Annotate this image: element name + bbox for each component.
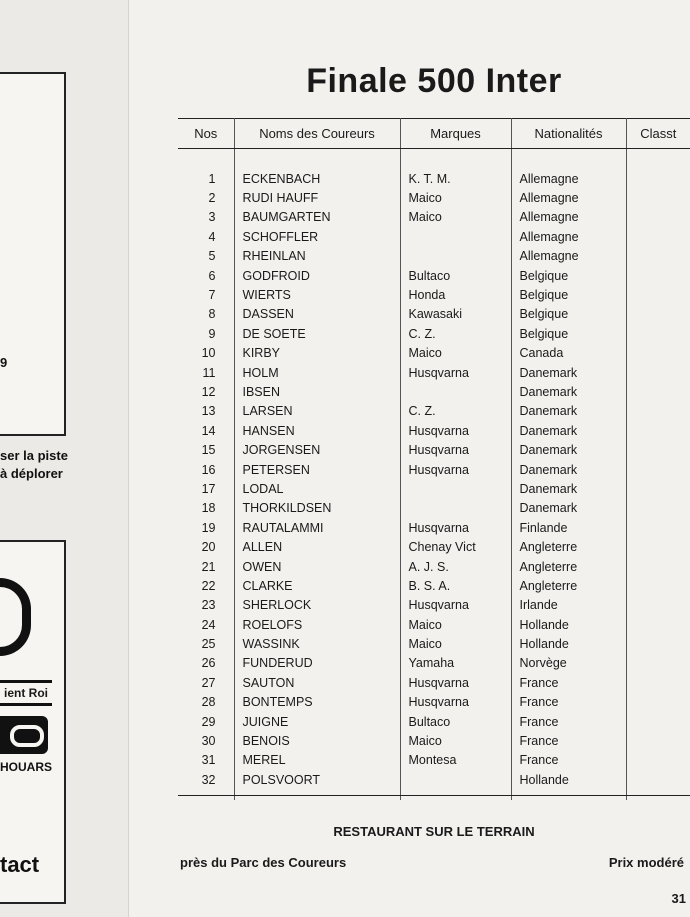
rider-brand: Husqvarna — [400, 421, 511, 440]
rider-name: WIERTS — [234, 285, 400, 304]
rider-name: SCHOFFLER — [234, 227, 400, 246]
rider-brand: Husqvarna — [400, 460, 511, 479]
rider-nationality: Danemark — [511, 363, 626, 382]
table-row — [178, 305, 690, 324]
rider-classification — [626, 363, 690, 382]
rider-nationality: Hollande — [511, 770, 626, 789]
facing-page-number: 9 — [0, 355, 8, 370]
rider-number: 25 — [178, 634, 234, 653]
rider-name: POLSVOORT — [234, 770, 400, 789]
rider-nationality: Allemagne — [511, 227, 626, 246]
facing-page-city: HOUARS — [0, 760, 53, 774]
rider-brand: Husqvarna — [400, 673, 511, 692]
rider-number: 12 — [178, 382, 234, 401]
table-row — [178, 440, 690, 459]
rider-name: RHEINLAN — [234, 247, 400, 266]
rider-number: 7 — [178, 285, 234, 304]
rider-number: 17 — [178, 479, 234, 498]
rider-classification — [626, 537, 690, 556]
rider-name: SHERLOCK — [234, 596, 400, 615]
rider-classification — [626, 731, 690, 750]
rider-name: LODAL — [234, 479, 400, 498]
rider-classification — [626, 615, 690, 634]
rider-brand — [400, 499, 511, 518]
rider-brand — [400, 382, 511, 401]
rider-brand: Maico — [400, 731, 511, 750]
rider-classification — [626, 518, 690, 537]
rider-number: 24 — [178, 615, 234, 634]
rider-number: 3 — [178, 208, 234, 227]
rider-name: RAUTALAMMI — [234, 518, 400, 537]
rider-classification — [626, 324, 690, 343]
rider-nationality: Angleterre — [511, 537, 626, 556]
rider-number: 2 — [178, 188, 234, 207]
rider-name: BENOIS — [234, 731, 400, 750]
rider-classification — [626, 460, 690, 479]
rider-name: JORGENSEN — [234, 440, 400, 459]
rider-name: MEREL — [234, 751, 400, 770]
rider-nationality: Danemark — [511, 421, 626, 440]
rider-nationality: Allemagne — [511, 188, 626, 207]
table-row — [178, 363, 690, 382]
rider-brand: Kawasaki — [400, 305, 511, 324]
rider-brand — [400, 479, 511, 498]
rider-classification — [626, 305, 690, 324]
rider-number: 21 — [178, 557, 234, 576]
rider-number: 4 — [178, 227, 234, 246]
rider-number: 8 — [178, 305, 234, 324]
rider-number: 1 — [178, 169, 234, 188]
table-row — [178, 247, 690, 266]
rider-classification — [626, 751, 690, 770]
table-row — [178, 770, 690, 789]
rider-classification — [626, 440, 690, 459]
rider-brand: Maico — [400, 634, 511, 653]
rider-nationality: Angleterre — [511, 576, 626, 595]
rider-classification — [626, 499, 690, 518]
table-row — [178, 421, 690, 440]
table-row — [178, 654, 690, 673]
table-row — [178, 634, 690, 653]
table-row — [178, 382, 690, 401]
restaurant-heading: RESTAURANT SUR LE TERRAIN — [333, 824, 535, 839]
restaurant-location: près du Parc des Coureurs — [180, 855, 347, 870]
rider-nationality: Belgique — [511, 324, 626, 343]
page-title: Finale 500 Inter — [306, 62, 562, 100]
rider-brand: Maico — [400, 344, 511, 363]
table-row — [178, 537, 690, 556]
table-row — [178, 169, 690, 188]
rider-name: DASSEN — [234, 305, 400, 324]
table-row — [178, 731, 690, 750]
header-no: Nos — [178, 119, 234, 149]
restaurant-price: Prix modéré — [608, 855, 684, 870]
table-row — [178, 576, 690, 595]
rider-nationality: Danemark — [511, 499, 626, 518]
table-row — [178, 402, 690, 421]
rider-nationality: Danemark — [511, 479, 626, 498]
rider-classification — [626, 285, 690, 304]
rider-name: THORKILDSEN — [234, 499, 400, 518]
header-brand: Marques — [400, 119, 511, 149]
rider-brand: Husqvarna — [400, 518, 511, 537]
table-row — [178, 344, 690, 363]
facing-page-text-line2: à déplorer — [0, 466, 63, 481]
rider-nationality: Allemagne — [511, 247, 626, 266]
rider-nationality: Hollande — [511, 634, 626, 653]
table-row — [178, 615, 690, 634]
rider-number: 22 — [178, 576, 234, 595]
table-row — [178, 673, 690, 692]
table-row — [178, 266, 690, 285]
rider-classification — [626, 634, 690, 653]
rider-name: JUIGNE — [234, 712, 400, 731]
rider-brand: Bultaco — [400, 712, 511, 731]
rider-brand: C. Z. — [400, 402, 511, 421]
rider-number: 30 — [178, 731, 234, 750]
rider-brand — [400, 227, 511, 246]
rider-nationality: Danemark — [511, 440, 626, 459]
rider-nationality: France — [511, 712, 626, 731]
rider-number: 20 — [178, 537, 234, 556]
rider-classification — [626, 402, 690, 421]
rider-nationality: Irlande — [511, 596, 626, 615]
rider-brand: K. T. M. — [400, 169, 511, 188]
rider-classification — [626, 557, 690, 576]
rider-brand — [400, 247, 511, 266]
table-spacer-row — [178, 149, 690, 170]
table-row — [178, 693, 690, 712]
rider-name: ECKENBACH — [234, 169, 400, 188]
table-row — [178, 188, 690, 207]
table-row — [178, 285, 690, 304]
facing-page-strip — [0, 0, 129, 917]
rider-brand — [400, 770, 511, 789]
rider-number: 32 — [178, 770, 234, 789]
rider-brand: Maico — [400, 188, 511, 207]
rider-brand: Chenay Vict — [400, 537, 511, 556]
rider-nationality: Allemagne — [511, 169, 626, 188]
rider-classification — [626, 576, 690, 595]
rider-brand: Husqvarna — [400, 440, 511, 459]
rider-nationality: Angleterre — [511, 557, 626, 576]
rider-classification — [626, 596, 690, 615]
rider-nationality: France — [511, 751, 626, 770]
table-row — [178, 499, 690, 518]
header-nationality: Nationalités — [511, 119, 626, 149]
rider-nationality: Hollande — [511, 615, 626, 634]
rider-classification — [626, 421, 690, 440]
rider-name: LARSEN — [234, 402, 400, 421]
rider-name: CLARKE — [234, 576, 400, 595]
rider-brand: C. Z. — [400, 324, 511, 343]
table-header-row — [178, 119, 690, 149]
rider-nationality: Norvège — [511, 654, 626, 673]
rider-name: RUDI HAUFF — [234, 188, 400, 207]
rider-brand: B. S. A. — [400, 576, 511, 595]
rider-name: SAUTON — [234, 673, 400, 692]
table-row — [178, 596, 690, 615]
rider-number: 11 — [178, 363, 234, 382]
rider-classification — [626, 770, 690, 789]
rider-nationality: Danemark — [511, 460, 626, 479]
rider-name: PETERSEN — [234, 460, 400, 479]
rider-classification — [626, 673, 690, 692]
rider-classification — [626, 654, 690, 673]
rider-number: 16 — [178, 460, 234, 479]
rider-name: IBSEN — [234, 382, 400, 401]
rider-nationality: France — [511, 693, 626, 712]
rider-brand: A. J. S. — [400, 557, 511, 576]
table-row — [178, 557, 690, 576]
rider-brand: Yamaha — [400, 654, 511, 673]
rider-nationality: Belgique — [511, 305, 626, 324]
rider-brand: Maico — [400, 208, 511, 227]
rider-number: 31 — [178, 751, 234, 770]
table-row — [178, 751, 690, 770]
rider-name: DE SOETE — [234, 324, 400, 343]
rider-name: BONTEMPS — [234, 693, 400, 712]
rider-number: 14 — [178, 421, 234, 440]
table-row — [178, 518, 690, 537]
rider-brand: Maico — [400, 615, 511, 634]
rider-brand: Honda — [400, 285, 511, 304]
rider-name: HOLM — [234, 363, 400, 382]
header-class: Classt — [626, 119, 690, 149]
table-row — [178, 324, 690, 343]
rider-brand: Husqvarna — [400, 693, 511, 712]
rider-number: 18 — [178, 499, 234, 518]
rider-number: 19 — [178, 518, 234, 537]
rider-nationality: France — [511, 731, 626, 750]
facing-page-box-top — [0, 72, 66, 436]
rider-brand: Montesa — [400, 751, 511, 770]
bottom-rule — [178, 795, 690, 796]
rider-classification — [626, 188, 690, 207]
rider-brand: Bultaco — [400, 266, 511, 285]
rider-brand: Husqvarna — [400, 363, 511, 382]
facing-page-logo — [0, 716, 48, 754]
rider-number: 29 — [178, 712, 234, 731]
rider-classification — [626, 382, 690, 401]
rider-number: 9 — [178, 324, 234, 343]
rider-number: 6 — [178, 266, 234, 285]
header-name: Noms des Coureurs — [234, 119, 400, 149]
rider-number: 23 — [178, 596, 234, 615]
rider-nationality: Belgique — [511, 266, 626, 285]
rider-classification — [626, 227, 690, 246]
facing-page-text-line1: ser la piste — [0, 448, 68, 463]
rider-classification — [626, 479, 690, 498]
rider-number: 5 — [178, 247, 234, 266]
rider-nationality: Danemark — [511, 382, 626, 401]
rider-number: 15 — [178, 440, 234, 459]
rider-name: BAUMGARTEN — [234, 208, 400, 227]
rider-classification — [626, 693, 690, 712]
rider-name: HANSEN — [234, 421, 400, 440]
page-number: 31 — [671, 891, 686, 906]
rider-classification — [626, 712, 690, 731]
rider-classification — [626, 169, 690, 188]
rider-name: FUNDERUD — [234, 654, 400, 673]
table-row — [178, 479, 690, 498]
rider-brand: Husqvarna — [400, 596, 511, 615]
rider-number: 28 — [178, 693, 234, 712]
rider-number: 26 — [178, 654, 234, 673]
table-row — [178, 227, 690, 246]
rider-nationality: Finlande — [511, 518, 626, 537]
rider-name: WASSINK — [234, 634, 400, 653]
rider-nationality: Danemark — [511, 402, 626, 421]
table-row — [178, 712, 690, 731]
rider-number: 13 — [178, 402, 234, 421]
rider-name: ALLEN — [234, 537, 400, 556]
rider-number: 27 — [178, 673, 234, 692]
rider-number: 10 — [178, 344, 234, 363]
rider-name: OWEN — [234, 557, 400, 576]
rider-nationality: Canada — [511, 344, 626, 363]
rider-classification — [626, 344, 690, 363]
rider-classification — [626, 247, 690, 266]
rider-name: ROELOFS — [234, 615, 400, 634]
rider-name: GODFROID — [234, 266, 400, 285]
facing-page-bottom-text: tact — [0, 852, 40, 877]
facing-page-logo-text: ient Roi — [0, 680, 52, 706]
rider-classification — [626, 266, 690, 285]
table-row — [178, 460, 690, 479]
rider-nationality: Belgique — [511, 285, 626, 304]
riders-table — [178, 118, 690, 800]
rider-name: KIRBY — [234, 344, 400, 363]
rider-nationality: Allemagne — [511, 208, 626, 227]
rider-nationality: France — [511, 673, 626, 692]
table-row — [178, 208, 690, 227]
table-body — [178, 149, 690, 800]
rider-classification — [626, 208, 690, 227]
